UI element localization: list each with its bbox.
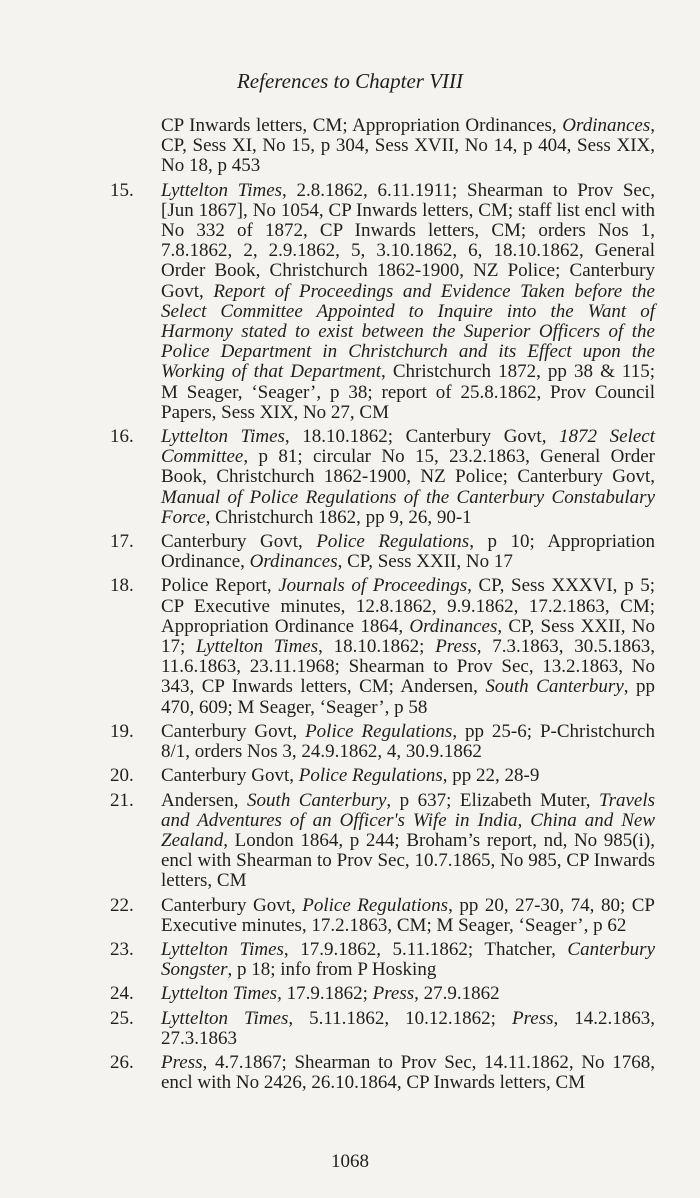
reference-number: 16. (110, 426, 134, 448)
reference-number: 23. (110, 938, 134, 960)
reference-entry (110, 938, 656, 981)
reference-text (161, 1009, 655, 1049)
reference-segment: , CP, Sess XXXVI, p 5; CP Executive minutes, 12.8.1862, 9.9.1862, 17.2.1863, CM; Appropriation Ordinance 1864, (161, 575, 655, 637)
reference-segment: , p 10; Appropriation Ordinance, (161, 531, 655, 573)
reference-segment: , 18.10.1862; (318, 636, 436, 658)
reference-segment: , 4.7.1867; Shearman to Prov Sec, 14.11.1862, No 1768, encl with No 2426, 26.10.1864, CP Inwards letters, CM (161, 1051, 655, 1094)
reference-number: 19. (110, 720, 134, 742)
reference-entry (110, 179, 656, 423)
reference-text (161, 791, 655, 892)
italic-title: Lyttelton Times (161, 1007, 289, 1029)
reference-entry (110, 894, 655, 936)
reference-entry (110, 1051, 655, 1094)
reference-entry (110, 531, 655, 573)
reference-text (161, 116, 655, 177)
reference-segment: , 5.11.1862, 10.12.1862; (288, 1007, 512, 1029)
italic-title: Ordinances (409, 615, 498, 637)
reference-segment: Police Report, (161, 575, 279, 597)
italic-title: Lyttelton Times (161, 426, 285, 448)
italic-title: Press (435, 636, 477, 658)
reference-segment: , London 1864, p 244; Broham’s report, nd, No 985(i), encl with Shearman to Prov Sec, 10.7.1865, No 985, CP Inwards letters, CM (161, 829, 655, 892)
reference-list (110, 115, 656, 1097)
reference-segment: , CP, Sess XXII, No 17 (337, 551, 513, 573)
page-number: 1068 (331, 1151, 369, 1172)
reference-entry (110, 789, 655, 892)
reference-segment: , 27.9.1862 (414, 983, 500, 1005)
reference-text (161, 576, 655, 717)
italic-title: Lyttelton Times (161, 983, 278, 1005)
reference-segment: , 17.9.1862; (277, 983, 373, 1005)
reference-segment: , 14.2.1863, 27.3.1863 (161, 1007, 656, 1049)
italic-title: South Canterbury (485, 676, 624, 698)
reference-segment: , CP, Sess XI, No 15, p 304, Sess XVII, No 14, p 404, Sess XIX, No 18, p 453 (161, 115, 655, 177)
reference-number: 22. (110, 894, 134, 916)
reference-text (161, 984, 655, 1004)
reference-segment: Canterbury Govt, (161, 531, 317, 553)
reference-segment: , p 81; circular No 15, 23.2.1863, General Order Book, Christchurch 1862-1900, NZ Police; Canterbury Govt, (161, 446, 655, 488)
reference-segment: , Christchurch 1872, pp 38 & 115; M Seager, ‘Seager’, p 38; report of 25.8.1862, Prov Council Papers, Sess XIX, No 27, CM (161, 361, 655, 423)
reference-segment: Canterbury Govt, (161, 720, 306, 742)
reference-segment: , pp 470, 609; M Seager, ‘Seager’, p 58 (161, 676, 655, 718)
reference-entry (110, 720, 655, 763)
reference-entry (110, 983, 655, 1005)
reference-number: 20. (110, 765, 134, 787)
reference-text (161, 766, 655, 786)
italic-title: Manual of Police Regulations of the Canterbury Constabulary Force (161, 486, 655, 528)
italic-title: Press (372, 983, 415, 1005)
reference-text (161, 427, 655, 528)
reference-entry (113, 116, 655, 177)
reference-segment: , 17.9.1862, 5.11.1862; Thatcher, (283, 938, 568, 960)
reference-number: 18. (110, 575, 134, 597)
reference-entry (110, 575, 656, 718)
reference-segment: , p 18; info from P Hosking (227, 959, 437, 981)
reference-number: 17. (110, 531, 134, 553)
reference-segment: , 7.3.1863, 30.5.1863, 11.6.1863, 23.11.1968; Shearman to Prov Sec, 13.2.1863, No 343, CP Inwards letters, CM; Andersen, (161, 636, 656, 698)
italic-title: Ordinances (562, 115, 651, 136)
italic-title: Press (511, 1007, 554, 1029)
reference-number: 21. (110, 789, 134, 811)
reference-entry (110, 765, 655, 787)
reference-segment: , CP, Sess XXII, No 17; (161, 615, 655, 658)
italic-title: Lyttelton Times (161, 938, 284, 960)
reference-text (161, 940, 655, 980)
reference-text (161, 722, 655, 762)
reference-segment: , pp 20, 27-30, 74, 80; CP Executive minutes, 17.2.1863, CM; M Seager, ‘Seager’, p 62 (161, 894, 655, 936)
reference-entry (110, 1007, 656, 1049)
reference-segment: , pp 25-6; P-Christchurch 8/1, orders Nos 3, 24.9.1862, 4, 30.9.1862 (161, 720, 655, 763)
reference-segment: , 18.10.1862; Canterbury Govt, (284, 426, 560, 448)
italic-title: Ordinances (249, 551, 338, 573)
reference-segment: , 2.8.1862, 6.11.1911; Shearman to Prov Sec, [Jun 1867], No 1054, CP Inwards letters, CM; staff list encl with No 332 of 1872, CP Inwards letters, CM; orders Nos 1, 7.8.1862, 2, 2.9.1862, 5, 3.10.1862, 6, 18.10.1862, General Order Book, Christchurch 1862-1900, NZ Police; Canterbury Govt, (161, 179, 656, 302)
reference-number: 15. (110, 179, 134, 201)
reference-segment: , p 637; Elizabeth Muter, (386, 789, 600, 811)
reference-text (161, 1053, 655, 1093)
reference-number: 25. (110, 1007, 134, 1029)
italic-title: Press (161, 1051, 203, 1073)
reference-number: 24. (110, 983, 134, 1005)
reference-text (161, 181, 655, 423)
italic-title: Report of Proceedings and Evidence Taken before the Select Committee Appointed to Inquire into the Want of Harmony stated to exist between the Superior Officers of the Police Department in Christchurch and its Effect upon the Working of that Department (161, 280, 655, 383)
reference-text (161, 532, 655, 572)
italic-title: Journals of Proceedings (278, 575, 468, 597)
italic-title: Lyttelton Times (196, 636, 319, 658)
italic-title: 1872 Select Committee (161, 426, 655, 468)
reference-segment: , Christchurch 1862, pp 9, 26, 90-1 (205, 506, 472, 528)
italic-title: Police Regulations (298, 765, 443, 787)
reference-number: 26. (110, 1051, 134, 1073)
italic-title: Police Regulations (305, 720, 453, 742)
italic-title: Canterbury Songster (161, 938, 656, 981)
italic-title: Travels and Adventures of an Officer's Wife in India, China and New Zealand (161, 789, 655, 851)
italic-title: South Canterbury (247, 789, 387, 811)
reference-entry (110, 426, 655, 528)
reference-segment: Andersen, (161, 789, 248, 811)
reference-segment: , pp 22, 28-9 (442, 765, 540, 787)
italic-title: Lyttelton Times (161, 179, 283, 201)
reference-segment: Canterbury Govt, (161, 765, 299, 787)
italic-title: Police Regulations (316, 531, 470, 553)
page-header: References to Chapter VIII (236, 69, 464, 93)
reference-segment: Canterbury Govt, (161, 894, 303, 916)
reference-text (161, 896, 655, 936)
italic-title: Police Regulations (302, 894, 449, 916)
reference-segment: CP Inwards letters, CM; Appropriation Ordinances, (161, 115, 563, 136)
